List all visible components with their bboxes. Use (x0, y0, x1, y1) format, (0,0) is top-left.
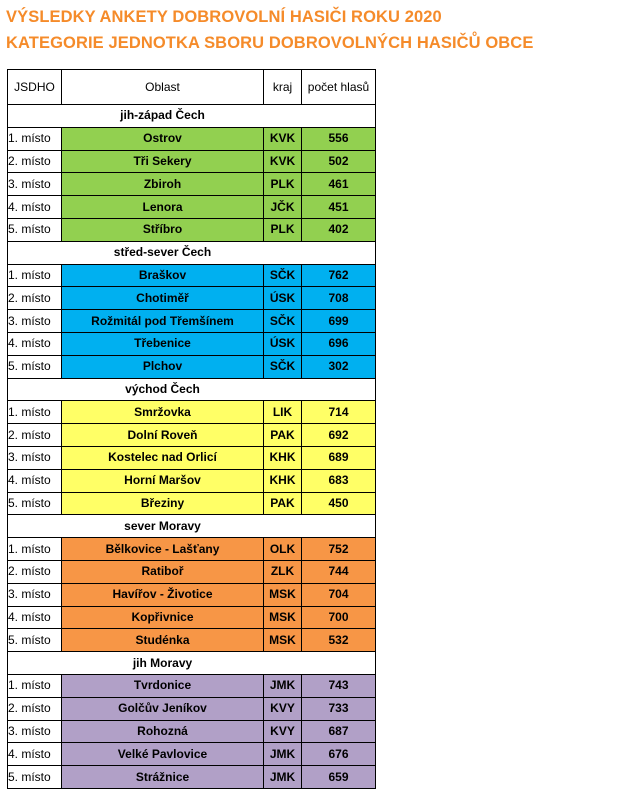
table-row (8, 629, 376, 652)
table-row (8, 287, 376, 310)
table-row (8, 743, 376, 766)
kraj-cell: KHK (264, 446, 302, 469)
votes-cell: 762 (302, 264, 376, 287)
table-row (8, 173, 376, 196)
header-kraj: kraj (264, 70, 302, 105)
area-cell: Strážnice (62, 766, 264, 789)
kraj-cell: LIK (264, 401, 302, 424)
rank-cell: 2. místo (8, 697, 62, 720)
rank-cell: 1. místo (8, 674, 62, 697)
kraj-cell: MSK (264, 606, 302, 629)
kraj-cell: ÚSK (264, 287, 302, 310)
table-row (8, 401, 376, 424)
votes-cell: 502 (302, 150, 376, 173)
area-cell: Tvrdonice (62, 674, 264, 697)
table-row (8, 446, 376, 469)
rank-cell: 5. místo (8, 355, 62, 378)
area-cell: Kopřivnice (62, 606, 264, 629)
header-sdho: JSDHO (8, 70, 62, 105)
votes-cell: 532 (302, 629, 376, 652)
table-row (8, 538, 376, 561)
votes-cell: 450 (302, 492, 376, 515)
votes-cell: 461 (302, 173, 376, 196)
region-header-row (8, 105, 376, 128)
region-spacer-cell (8, 378, 62, 401)
rank-cell: 1. místo (8, 538, 62, 561)
votes-cell: 714 (302, 401, 376, 424)
kraj-cell: PAK (264, 424, 302, 447)
votes-cell: 556 (302, 127, 376, 150)
region-spacer-cell (8, 105, 62, 128)
region-name: sever Moravy (62, 515, 264, 538)
kraj-cell: MSK (264, 629, 302, 652)
rank-cell: 3. místo (8, 446, 62, 469)
rank-cell: 4. místo (8, 332, 62, 355)
rank-cell: 3. místo (8, 173, 62, 196)
region-header-row (8, 652, 376, 675)
region-header-row (8, 241, 376, 264)
table-row (8, 492, 376, 515)
rank-cell: 1. místo (8, 127, 62, 150)
votes-cell: 302 (302, 355, 376, 378)
rank-cell: 2. místo (8, 424, 62, 447)
votes-cell: 683 (302, 469, 376, 492)
kraj-cell: ÚSK (264, 332, 302, 355)
table-row (8, 424, 376, 447)
votes-cell: 659 (302, 766, 376, 789)
rank-cell: 1. místo (8, 264, 62, 287)
table-row (8, 196, 376, 219)
results-table (7, 69, 376, 789)
votes-cell: 752 (302, 538, 376, 561)
region-name: jih Moravy (62, 652, 264, 675)
document-title: VÝSLEDKY ANKETY DOBROVOLNÍ HASIČI ROKU 2020 (6, 8, 442, 26)
rank-cell: 5. místo (8, 218, 62, 241)
rank-cell: 2. místo (8, 150, 62, 173)
kraj-cell: KVK (264, 127, 302, 150)
votes-cell: 708 (302, 287, 376, 310)
kraj-cell: KHK (264, 469, 302, 492)
rank-cell: 5. místo (8, 766, 62, 789)
votes-cell: 689 (302, 446, 376, 469)
region-spacer-cell (264, 378, 376, 401)
region-name: východ Čech (62, 378, 264, 401)
kraj-cell: KVY (264, 720, 302, 743)
area-cell: Ratiboř (62, 560, 264, 583)
votes-cell: 743 (302, 674, 376, 697)
rank-cell: 4. místo (8, 743, 62, 766)
region-spacer-cell (264, 105, 376, 128)
votes-cell: 744 (302, 560, 376, 583)
header-votes: počet hlasů (302, 70, 376, 105)
area-cell: Březiny (62, 492, 264, 515)
region-spacer-cell (8, 515, 62, 538)
area-cell: Chotiměř (62, 287, 264, 310)
table-row (8, 218, 376, 241)
region-header-row (8, 378, 376, 401)
rank-cell: 4. místo (8, 606, 62, 629)
votes-cell: 451 (302, 196, 376, 219)
area-cell: Plchov (62, 355, 264, 378)
table-row (8, 583, 376, 606)
area-cell: Havířov - Životice (62, 583, 264, 606)
area-cell: Velké Pavlovice (62, 743, 264, 766)
rank-cell: 1. místo (8, 401, 62, 424)
kraj-cell: KVK (264, 150, 302, 173)
votes-cell: 704 (302, 583, 376, 606)
kraj-cell: SČK (264, 264, 302, 287)
rank-cell: 4. místo (8, 469, 62, 492)
region-header-row (8, 515, 376, 538)
table-row (8, 560, 376, 583)
area-cell: Dolní Roveň (62, 424, 264, 447)
kraj-cell: KVY (264, 697, 302, 720)
table-row (8, 127, 376, 150)
header-row (8, 70, 376, 105)
rank-cell: 2. místo (8, 560, 62, 583)
region-spacer-cell (8, 652, 62, 675)
area-cell: Horní Maršov (62, 469, 264, 492)
area-cell: Ostrov (62, 127, 264, 150)
rank-cell: 2. místo (8, 287, 62, 310)
rank-cell: 3. místo (8, 310, 62, 333)
area-cell: Třebenice (62, 332, 264, 355)
area-cell: Stříbro (62, 218, 264, 241)
votes-cell: 699 (302, 310, 376, 333)
table-row (8, 310, 376, 333)
votes-cell: 687 (302, 720, 376, 743)
kraj-cell: JČK (264, 196, 302, 219)
table-row (8, 766, 376, 789)
area-cell: Golčův Jeníkov (62, 697, 264, 720)
kraj-cell: PAK (264, 492, 302, 515)
votes-cell: 700 (302, 606, 376, 629)
region-name: jih-západ Čech (62, 105, 264, 128)
table-row (8, 355, 376, 378)
table-row (8, 332, 376, 355)
rank-cell: 3. místo (8, 720, 62, 743)
area-cell: Rožmitál pod Třemšínem (62, 310, 264, 333)
area-cell: Bělkovice - Lašťany (62, 538, 264, 561)
votes-cell: 402 (302, 218, 376, 241)
votes-cell: 692 (302, 424, 376, 447)
kraj-cell: SČK (264, 310, 302, 333)
votes-cell: 696 (302, 332, 376, 355)
table-row (8, 264, 376, 287)
rank-cell: 3. místo (8, 583, 62, 606)
table-row (8, 674, 376, 697)
region-name: střed-sever Čech (62, 241, 264, 264)
table-row (8, 697, 376, 720)
rank-cell: 5. místo (8, 629, 62, 652)
document-subtitle: KATEGORIE JEDNOTKA SBORU DOBROVOLNÝCH HASIČŮ OBCE (6, 34, 534, 52)
area-cell: Zbiroh (62, 173, 264, 196)
region-spacer-cell (8, 241, 62, 264)
area-cell: Rohozná (62, 720, 264, 743)
kraj-cell: JMK (264, 766, 302, 789)
kraj-cell: ZLK (264, 560, 302, 583)
rank-cell: 5. místo (8, 492, 62, 515)
area-cell: Smržovka (62, 401, 264, 424)
region-spacer-cell (264, 241, 376, 264)
area-cell: Kostelec nad Orlicí (62, 446, 264, 469)
area-cell: Tři Sekery (62, 150, 264, 173)
kraj-cell: JMK (264, 743, 302, 766)
table-row (8, 606, 376, 629)
region-spacer-cell (264, 515, 376, 538)
kraj-cell: SČK (264, 355, 302, 378)
area-cell: Lenora (62, 196, 264, 219)
rank-cell: 4. místo (8, 196, 62, 219)
area-cell: Studénka (62, 629, 264, 652)
kraj-cell: PLK (264, 173, 302, 196)
votes-cell: 676 (302, 743, 376, 766)
region-spacer-cell (264, 652, 376, 675)
votes-cell: 733 (302, 697, 376, 720)
kraj-cell: JMK (264, 674, 302, 697)
area-cell: Braškov (62, 264, 264, 287)
table-row (8, 150, 376, 173)
table-row (8, 720, 376, 743)
kraj-cell: PLK (264, 218, 302, 241)
kraj-cell: MSK (264, 583, 302, 606)
header-area: Oblast (62, 70, 264, 105)
table-row (8, 469, 376, 492)
kraj-cell: OLK (264, 538, 302, 561)
